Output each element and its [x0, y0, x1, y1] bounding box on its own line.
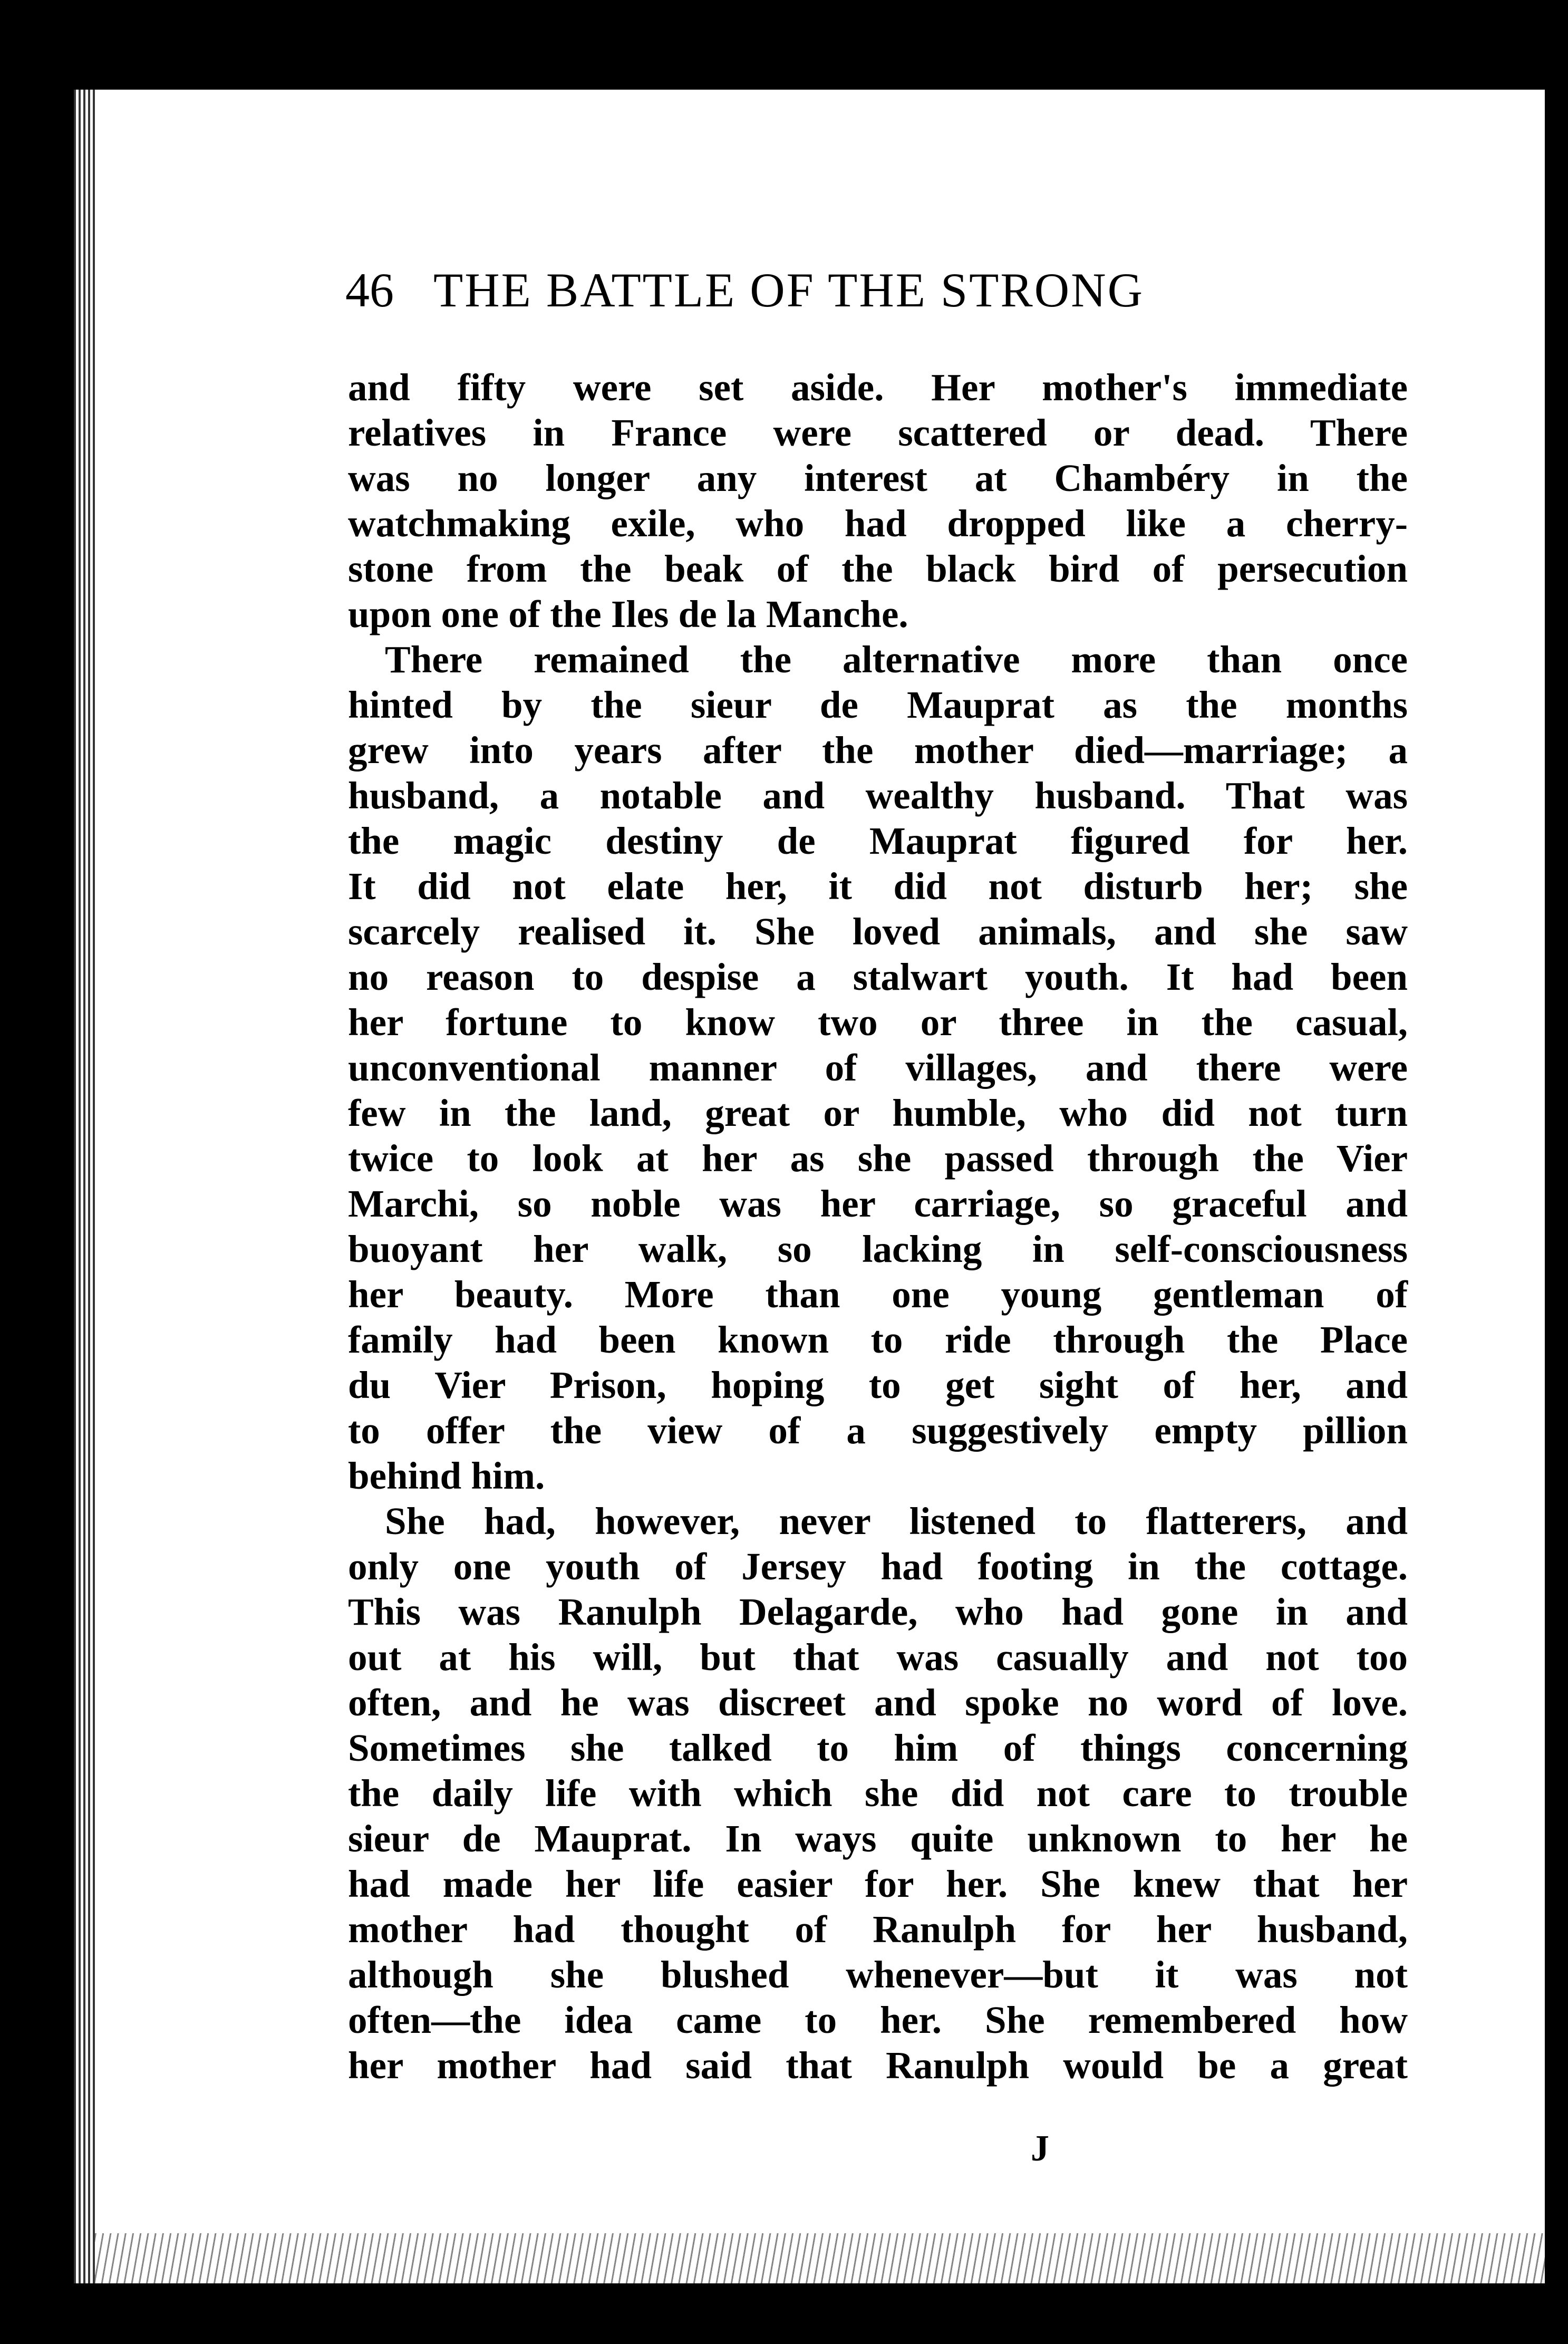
text-line: sieur de Mauprat. In ways quite unknown to her he	[348, 1817, 1408, 1860]
text-line: It did not elate her, it did not disturb her; she	[348, 865, 1408, 908]
text-line: the magic destiny de Mauprat figured for her.	[348, 819, 1408, 862]
text-line: her fortune to know two or three in the casual,	[348, 1001, 1408, 1044]
text-line: often—the idea came to her. She remembered how	[348, 1999, 1408, 2041]
text-line: although she blushed whenever—but it was not	[348, 1953, 1408, 1996]
page-gutter-edge	[74, 90, 95, 2283]
text-line: relatives in France were scattered or dead. There	[348, 411, 1408, 454]
running-title: THE BATTLE OF THE STRONG	[433, 263, 1145, 317]
text-line: few in the land, great or humble, who did not turn	[348, 1092, 1408, 1134]
text-line: upon one of the Iles de la Manche.	[348, 593, 908, 635]
text-line: hinted by the sieur de Mauprat as the months	[348, 683, 1408, 726]
text-line: stone from the beak of the black bird of persecution	[348, 547, 1408, 590]
page-number: 46	[345, 263, 394, 317]
text-line: only one youth of Jersey had footing in the cottage.	[348, 1545, 1408, 1588]
text-line: often, and he was discreet and spoke no word of love.	[348, 1681, 1408, 1724]
text-line: her beauty. More than one young gentleman of	[348, 1273, 1408, 1316]
text-line: du Vier Prison, hoping to get sight of her, and	[348, 1364, 1408, 1406]
text-line: This was Ranulph Delagarde, who had gone in and	[348, 1590, 1408, 1633]
text-line: scarcely realised it. She loved animals, and she saw	[348, 910, 1408, 953]
page-bottom-edge	[95, 2233, 1545, 2283]
text-line: to offer the view of a suggestively empty pillion	[348, 1409, 1408, 1452]
text-line: and fifty were set aside. Her mother's immediate	[348, 366, 1408, 409]
text-line: She had, however, never listened to flatterers, and	[385, 1500, 1408, 1542]
text-line: husband, a notable and wealthy husband. That was	[348, 774, 1408, 817]
text-line: her mother had said that Ranulph would be a great	[348, 2044, 1408, 2087]
text-line: no reason to despise a stalwart youth. It had been	[348, 956, 1408, 998]
text-line: There remained the alternative more than once	[385, 638, 1408, 681]
text-line: had made her life easier for her. She knew that her	[348, 1863, 1408, 1905]
text-line: out at his will, but that was casually and not too	[348, 1636, 1408, 1679]
text-line: unconventional manner of villages, and there were	[348, 1046, 1408, 1089]
text-line: Marchi, so noble was her carriage, so graceful and	[348, 1182, 1408, 1225]
text-line: behind him.	[348, 1454, 545, 1497]
text-line: buoyant her walk, so lacking in self-consciousness	[348, 1228, 1408, 1270]
body-text	[348, 365, 1408, 2088]
text-line: twice to look at her as she passed through the Vier	[348, 1137, 1408, 1180]
text-line: watchmaking exile, who had dropped like a cherry-	[348, 502, 1408, 545]
text-line: Sometimes she talked to him of things concerning	[348, 1726, 1408, 1769]
text-line: was no longer any interest at Chambéry in the	[348, 457, 1408, 499]
text-line: family had been known to ride through the Place	[348, 1318, 1408, 1361]
running-header	[345, 261, 1389, 319]
text-line: grew into years after the mother died—marriage; a	[348, 729, 1408, 771]
signature-mark: J	[1031, 2128, 1049, 2169]
text-line: the daily life with which she did not care to trouble	[348, 1772, 1408, 1815]
text-line: mother had thought of Ranulph for her husband,	[348, 1908, 1408, 1951]
